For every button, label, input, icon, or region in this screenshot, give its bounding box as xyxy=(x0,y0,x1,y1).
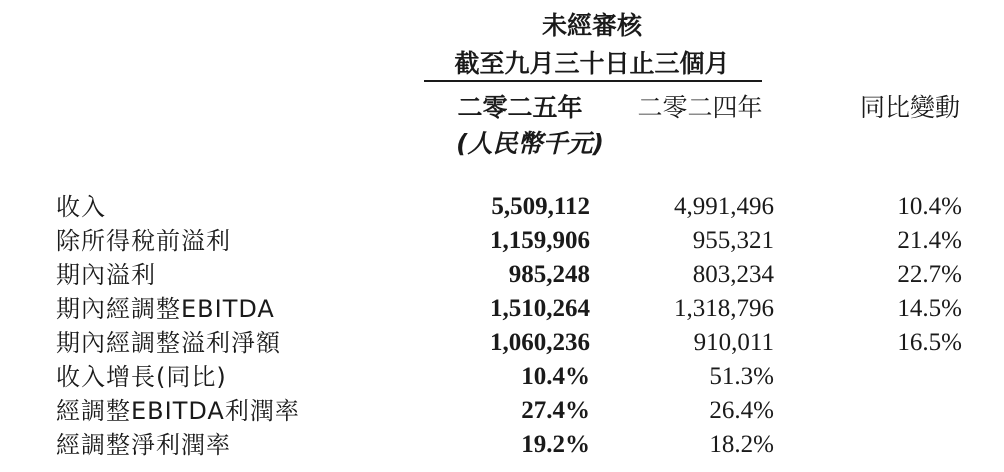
value-yoy: 22.7% xyxy=(897,261,962,288)
period-heading: 截至九月三十日止三個月 xyxy=(454,49,730,78)
table-row xyxy=(0,190,1004,224)
value-2025: 19.2% xyxy=(521,431,590,458)
value-2024: 910,011 xyxy=(693,329,774,356)
value-2025: 1,159,906 xyxy=(490,227,590,254)
row-label: 經調整EBITDA利潤率 xyxy=(56,397,300,425)
column-header-yoy: 同比變動 xyxy=(859,93,960,122)
value-yoy: 14.5% xyxy=(897,295,962,322)
value-2024: 1,318,796 xyxy=(674,295,774,322)
row-label: 經調整淨利潤率 xyxy=(56,431,231,459)
value-2025: 1,060,236 xyxy=(490,329,590,356)
value-2024: 803,234 xyxy=(692,261,774,288)
value-2024: 4,991,496 xyxy=(674,193,774,220)
value-2025: 5,509,112 xyxy=(491,193,590,220)
table-row xyxy=(0,292,1004,326)
column-header-2025: 二零二五年 xyxy=(457,93,583,122)
currency-unit-label: (人民幣千元) xyxy=(456,129,604,158)
table-row xyxy=(0,394,1004,428)
value-2025: 985,248 xyxy=(508,261,590,288)
table-row xyxy=(0,428,1004,462)
table-row xyxy=(0,224,1004,258)
value-2024: 51.3% xyxy=(709,363,774,390)
value-2025: 1,510,264 xyxy=(490,295,590,322)
audit-status-heading: 未經審核 xyxy=(541,11,642,40)
period-underline xyxy=(424,80,762,82)
value-2025: 27.4% xyxy=(521,397,590,424)
table-row xyxy=(0,258,1004,292)
row-label: 期內經調整EBITDA xyxy=(56,295,275,323)
value-2024: 18.2% xyxy=(709,431,774,458)
table-row xyxy=(0,360,1004,394)
row-label: 收入增長(同比) xyxy=(56,363,227,391)
value-yoy: 16.5% xyxy=(897,329,962,356)
row-label: 收入 xyxy=(56,193,106,221)
column-header-2024: 二零二四年 xyxy=(637,93,763,122)
value-2024: 26.4% xyxy=(709,397,774,424)
value-2024: 955,321 xyxy=(692,227,774,254)
value-yoy: 21.4% xyxy=(897,227,962,254)
row-label: 期內經調整溢利淨額 xyxy=(56,329,281,357)
row-label: 期內溢利 xyxy=(56,261,156,289)
value-2025: 10.4% xyxy=(521,363,590,390)
row-label: 除所得稅前溢利 xyxy=(56,227,231,255)
value-yoy: 10.4% xyxy=(897,193,962,220)
table-row xyxy=(0,326,1004,360)
